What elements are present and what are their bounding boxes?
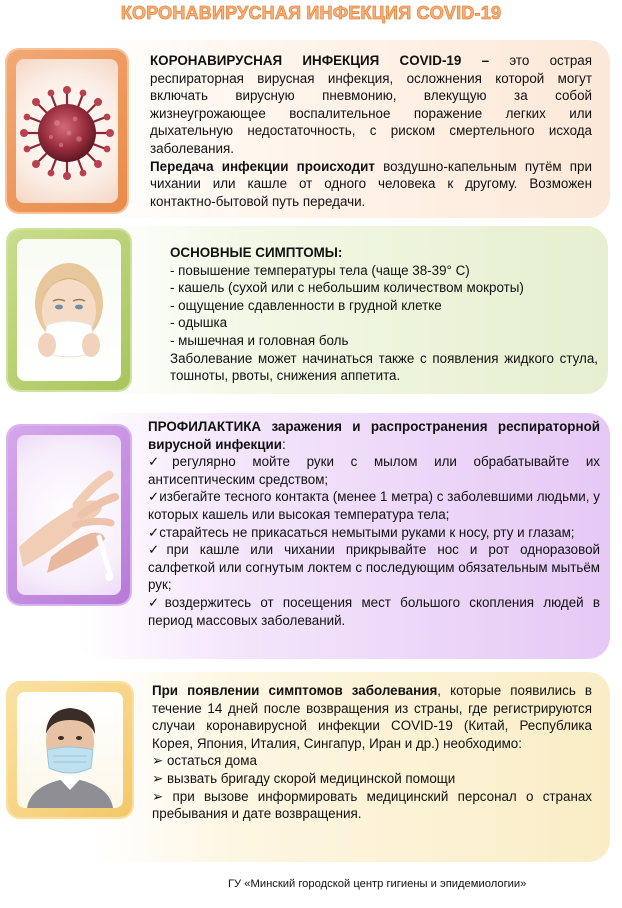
coronavirus-icon [16, 59, 118, 203]
definition-body: это острая респираторная вирусная инфекция, осложнения которой могут включать вирусную пневмонию, влекущую за собой жизнеугрожающее воспалительное поражение легких или дыхательную недостаточность, с риском смертельного исхода заболевания. [150, 53, 592, 156]
masked-man-photo [17, 692, 123, 808]
footer-organization: ГУ «Минский городской центр гигиены и эпидемиологии» [228, 878, 527, 890]
prevention-text [148, 418, 600, 629]
symptoms-card [100, 226, 608, 394]
action-body: , которые появились в течение 14 дней после возвращения из страны, где регистрируются случаи коронавирусной инфекции COVID-19 (Китай, Республика Корея, Япония, Италия, Сингапур, Иран и др.) необходимо: [152, 683, 592, 751]
prevention-item: ✓регулярно мойте руки с мылом или обрабатывайте их антисептическим средством; [148, 454, 600, 487]
page-title: КОРОНАВИРУСНАЯ ИНФЕКЦИЯ COVID-19 [120, 3, 502, 23]
mask-image-frame [8, 683, 132, 817]
definition-lead: КОРОНАВИРУСНАЯ ИНФЕКЦИЯ COVID-19 – [150, 53, 490, 68]
sneezing-image-frame [8, 230, 130, 390]
transmission-body: воздушно-капельным путём при чихании или кашле от одного человека к другому. Возможен контактно-бытовой путь передачи. [150, 158, 592, 209]
prevention-heading-tail: : [281, 436, 286, 452]
prevention-heading: ПРОФИЛАКТИКА заражения и распространения респираторной вирусной инфекции [148, 419, 600, 452]
definition-card [92, 40, 610, 218]
prevention-item: ✓избегайте тесного контакта (менее 1 метра) с заболевшими людьми, у которых кашель или высокая температура тела; [148, 489, 600, 522]
prevention-item: ✓воздержитесь от посещения мест большого скопления людей в период массовых заболеваний. [148, 594, 600, 628]
symptoms-heading: ОСНОВНЫЕ СИМПТОМЫ: [170, 245, 343, 260]
action-item: ➢ вызвать бригаду скорой медицинской помощи [152, 770, 456, 786]
action-item: ➢ при вызове информировать медицинский персонал о странах пребывания и дате возвращения. [152, 788, 592, 822]
symptom-item: - кашель (сухой или с небольшим количеством мокроты) [170, 280, 524, 296]
symptom-item: - одышка [170, 315, 228, 331]
action-card [92, 672, 610, 862]
coronavirus-image-frame [7, 50, 127, 212]
sneezing-woman-photo [17, 239, 121, 381]
symptom-item: - мышечная и головная боль [170, 332, 349, 348]
transmission-lead: Передача инфекции происходит [150, 158, 375, 174]
action-item: ➢ остаться дома [152, 753, 257, 769]
symptoms-note: Заболевание может начинаться также с появления жидкого стула, тошноты, рвоты, снижения аппетита. [170, 350, 598, 384]
prevention-item: ✓при кашле или чихании прикрывайте нос и рот одноразовой салфеткой или согнутым локтем с последующим обязательным мытьём рук; [148, 542, 600, 593]
prevention-card [78, 413, 610, 659]
prevention-item: ✓старайтесь не прикасаться немытыми руками к носу, рту и глазам; [148, 524, 575, 540]
action-lead: При появлении симптомов заболевания [152, 683, 438, 698]
handwash-image-frame [8, 426, 130, 604]
definition-text [150, 52, 592, 210]
symptoms-text [170, 244, 598, 385]
symptom-item: - ощущение сдавленности в грудной клетке [170, 297, 442, 313]
symptom-item: - повышение температуры тела (чаще 38-39° С) [170, 262, 470, 278]
hand-washing-photo [17, 435, 121, 595]
action-text [152, 682, 592, 823]
